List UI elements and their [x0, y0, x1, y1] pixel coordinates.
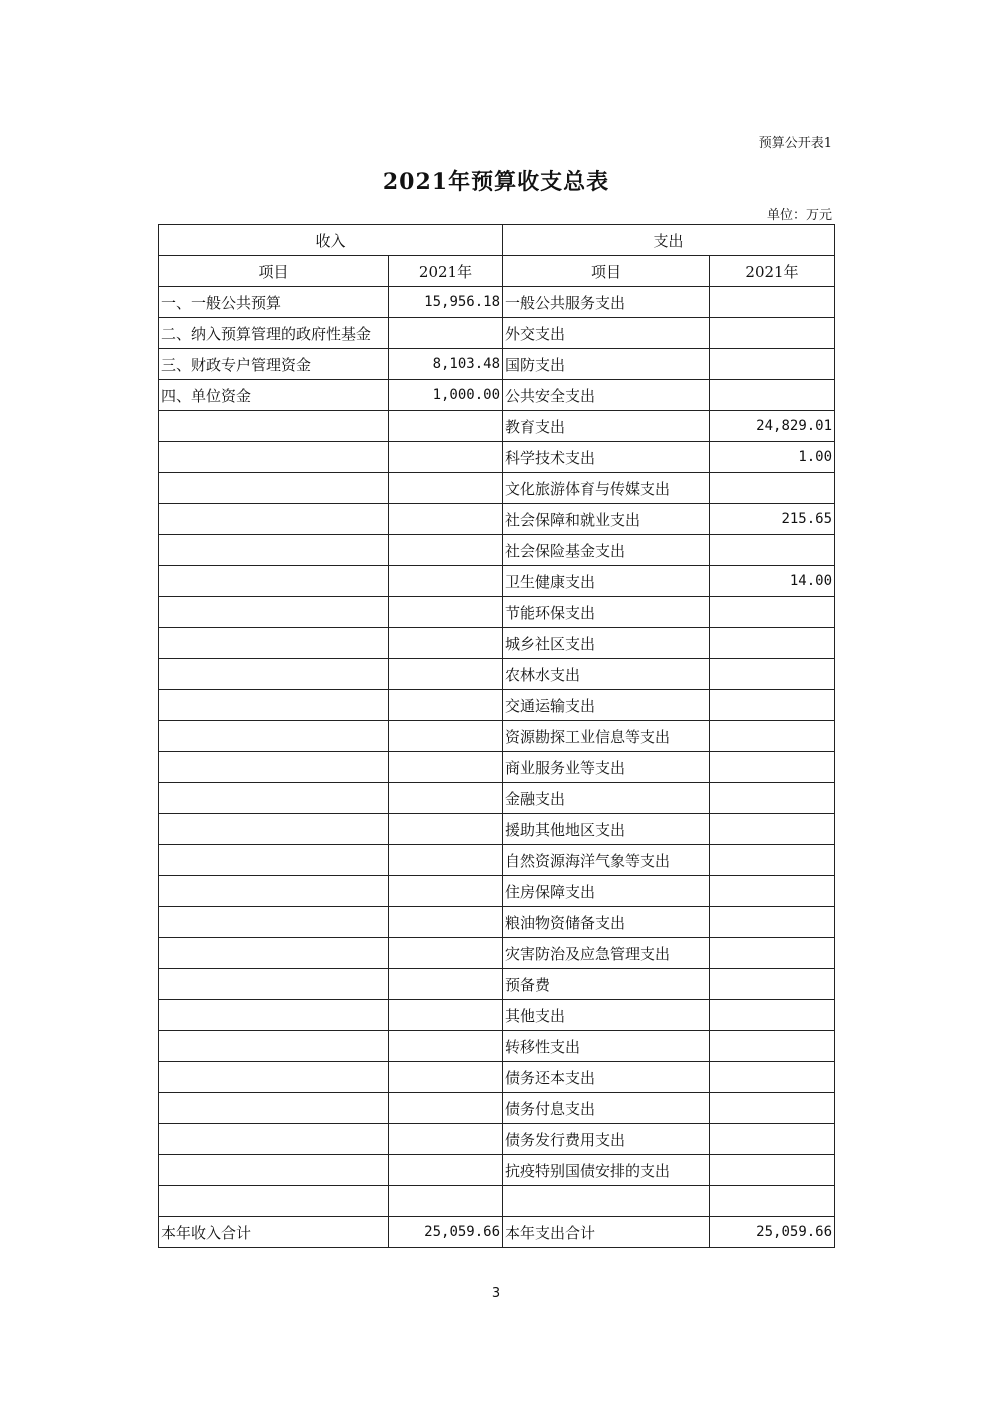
table-row [159, 1093, 835, 1124]
income-item-cell: 三、财政专户管理资金 [159, 349, 389, 380]
table-row [159, 628, 835, 659]
income-item-cell: 一、一般公共预算 [159, 287, 389, 318]
income-value-cell [389, 1031, 503, 1062]
table-row [159, 1124, 835, 1155]
expense-value-cell: 215.65 [710, 504, 835, 535]
income-total-label: 本年收入合计 [159, 1217, 389, 1248]
income-item-cell: 二、纳入预算管理的政府性基金 [159, 318, 389, 349]
income-item-cell [159, 907, 389, 938]
expense-item-cell: 债务发行费用支出 [503, 1124, 710, 1155]
table-row [159, 1155, 835, 1186]
expense-item-cell: 公共安全支出 [503, 380, 710, 411]
expense-value-cell [710, 1000, 835, 1031]
income-value-cell [389, 1155, 503, 1186]
income-value-cell [389, 969, 503, 1000]
expense-value-cell [710, 969, 835, 1000]
expense-item-cell: 社会保险基金支出 [503, 535, 710, 566]
income-item-cell [159, 1186, 389, 1217]
income-item-cell [159, 721, 389, 752]
expense-item-cell: 商业服务业等支出 [503, 752, 710, 783]
table-row [159, 783, 835, 814]
income-value-cell [389, 690, 503, 721]
expense-item-cell: 卫生健康支出 [503, 566, 710, 597]
income-value-cell [389, 1093, 503, 1124]
expense-item-cell: 交通运输支出 [503, 690, 710, 721]
table-row [159, 659, 835, 690]
table-row [159, 1000, 835, 1031]
income-item-cell [159, 752, 389, 783]
table-row [159, 566, 835, 597]
income-item-cell [159, 504, 389, 535]
expense-value-cell [710, 1155, 835, 1186]
income-total-value: 25,059.66 [389, 1217, 503, 1248]
expense-item-cell: 抗疫特别国债安排的支出 [503, 1155, 710, 1186]
expense-year-column-header: 2021年 [710, 256, 835, 287]
expense-item-cell: 教育支出 [503, 411, 710, 442]
table-body [159, 225, 835, 1248]
table-row [159, 1062, 835, 1093]
income-item-cell [159, 814, 389, 845]
income-section-header: 收入 [159, 225, 503, 256]
expense-item-cell: 预备费 [503, 969, 710, 1000]
table-row [159, 535, 835, 566]
table-row [159, 876, 835, 907]
expense-value-cell: 24,829.01 [710, 411, 835, 442]
income-value-cell [389, 504, 503, 535]
income-item-cell: 四、单位资金 [159, 380, 389, 411]
expense-item-cell: 农林水支出 [503, 659, 710, 690]
expense-item-cell: 社会保障和就业支出 [503, 504, 710, 535]
expense-value-cell [710, 597, 835, 628]
expense-value-cell [710, 535, 835, 566]
income-value-cell [389, 721, 503, 752]
income-item-cell [159, 473, 389, 504]
income-value-cell [389, 938, 503, 969]
document-title: 2021年预算收支总表 [382, 169, 610, 195]
income-value-cell [389, 659, 503, 690]
expense-value-cell [710, 349, 835, 380]
income-item-cell [159, 597, 389, 628]
table-row [159, 473, 835, 504]
income-item-cell [159, 876, 389, 907]
expense-value-cell [710, 473, 835, 504]
table-row [159, 814, 835, 845]
income-item-cell [159, 1000, 389, 1031]
expense-value-cell [710, 876, 835, 907]
expense-value-cell [710, 380, 835, 411]
income-item-cell [159, 1062, 389, 1093]
table-number-label: 预算公开表1 [758, 136, 832, 151]
expense-item-cell: 粮油物资储备支出 [503, 907, 710, 938]
table-row [159, 845, 835, 876]
income-item-cell [159, 1124, 389, 1155]
income-value-cell [389, 473, 503, 504]
income-item-cell [159, 566, 389, 597]
income-value-cell [389, 1186, 503, 1217]
expense-value-cell [710, 1062, 835, 1093]
expense-section-header: 支出 [503, 225, 835, 256]
total-row [159, 1217, 835, 1248]
expense-item-column-header: 项目 [503, 256, 710, 287]
expense-value-cell [710, 318, 835, 349]
expense-value-cell [710, 287, 835, 318]
expense-item-cell: 一般公共服务支出 [503, 287, 710, 318]
expense-value-cell [710, 1186, 835, 1217]
table-row [159, 1186, 835, 1217]
table-row [159, 907, 835, 938]
expense-value-cell [710, 907, 835, 938]
column-header-row [159, 256, 835, 287]
expense-item-cell: 城乡社区支出 [503, 628, 710, 659]
table-row [159, 969, 835, 1000]
income-value-cell [389, 566, 503, 597]
income-item-cell [159, 442, 389, 473]
table-row [159, 349, 835, 380]
expense-item-cell: 科学技术支出 [503, 442, 710, 473]
expense-item-cell: 债务还本支出 [503, 1062, 710, 1093]
expense-item-cell: 灾害防治及应急管理支出 [503, 938, 710, 969]
expense-item-cell [503, 1186, 710, 1217]
income-value-cell [389, 907, 503, 938]
income-item-cell [159, 1031, 389, 1062]
expense-item-cell: 其他支出 [503, 1000, 710, 1031]
income-item-cell [159, 535, 389, 566]
income-item-cell [159, 938, 389, 969]
income-item-cell [159, 969, 389, 1000]
table-row [159, 1031, 835, 1062]
table-row [159, 597, 835, 628]
income-item-cell [159, 659, 389, 690]
expense-item-cell: 援助其他地区支出 [503, 814, 710, 845]
table-row [159, 721, 835, 752]
table-row [159, 504, 835, 535]
income-value-cell [389, 628, 503, 659]
income-value-cell: 8,103.48 [389, 349, 503, 380]
table-row [159, 287, 835, 318]
expense-item-cell: 住房保障支出 [503, 876, 710, 907]
income-value-cell [389, 442, 503, 473]
expense-value-cell [710, 938, 835, 969]
expense-value-cell: 1.00 [710, 442, 835, 473]
table-row [159, 442, 835, 473]
income-item-column-header: 项目 [159, 256, 389, 287]
income-value-cell: 15,956.18 [389, 287, 503, 318]
expense-value-cell [710, 1124, 835, 1155]
budget-summary-table [158, 224, 835, 1248]
table-row [159, 318, 835, 349]
expense-value-cell [710, 628, 835, 659]
income-value-cell [389, 597, 503, 628]
income-value-cell [389, 535, 503, 566]
income-year-column-header: 2021年 [389, 256, 503, 287]
income-item-cell [159, 1093, 389, 1124]
expense-value-cell [710, 845, 835, 876]
expense-value-cell [710, 752, 835, 783]
income-item-cell [159, 845, 389, 876]
expense-item-cell: 自然资源海洋气象等支出 [503, 845, 710, 876]
income-value-cell [389, 411, 503, 442]
expense-item-cell: 文化旅游体育与传媒支出 [503, 473, 710, 504]
income-value-cell [389, 814, 503, 845]
table-row [159, 380, 835, 411]
expense-value-cell [710, 690, 835, 721]
expense-value-cell [710, 1093, 835, 1124]
income-item-cell [159, 1155, 389, 1186]
income-item-cell [159, 690, 389, 721]
page-number: 3 [491, 1286, 501, 1301]
income-value-cell: 1,000.00 [389, 380, 503, 411]
expense-item-cell: 转移性支出 [503, 1031, 710, 1062]
income-value-cell [389, 845, 503, 876]
table-row [159, 752, 835, 783]
income-value-cell [389, 1124, 503, 1155]
income-value-cell [389, 318, 503, 349]
expense-value-cell [710, 783, 835, 814]
income-item-cell [159, 628, 389, 659]
expense-item-cell: 国防支出 [503, 349, 710, 380]
income-value-cell [389, 1000, 503, 1031]
table-row [159, 690, 835, 721]
income-item-cell [159, 783, 389, 814]
income-item-cell [159, 411, 389, 442]
income-value-cell [389, 783, 503, 814]
expense-total-value: 25,059.66 [710, 1217, 835, 1248]
expense-item-cell: 债务付息支出 [503, 1093, 710, 1124]
table-row [159, 411, 835, 442]
expense-item-cell: 金融支出 [503, 783, 710, 814]
expense-item-cell: 外交支出 [503, 318, 710, 349]
table-row [159, 938, 835, 969]
expense-value-cell [710, 814, 835, 845]
income-value-cell [389, 876, 503, 907]
unit-label: 单位：万元 [766, 208, 832, 223]
income-value-cell [389, 752, 503, 783]
income-value-cell [389, 1062, 503, 1093]
expense-item-cell: 节能环保支出 [503, 597, 710, 628]
expense-value-cell [710, 721, 835, 752]
expense-value-cell: 14.00 [710, 566, 835, 597]
section-header-row [159, 225, 835, 256]
expense-total-label: 本年支出合计 [503, 1217, 710, 1248]
expense-value-cell [710, 1031, 835, 1062]
expense-item-cell: 资源勘探工业信息等支出 [503, 721, 710, 752]
expense-value-cell [710, 659, 835, 690]
